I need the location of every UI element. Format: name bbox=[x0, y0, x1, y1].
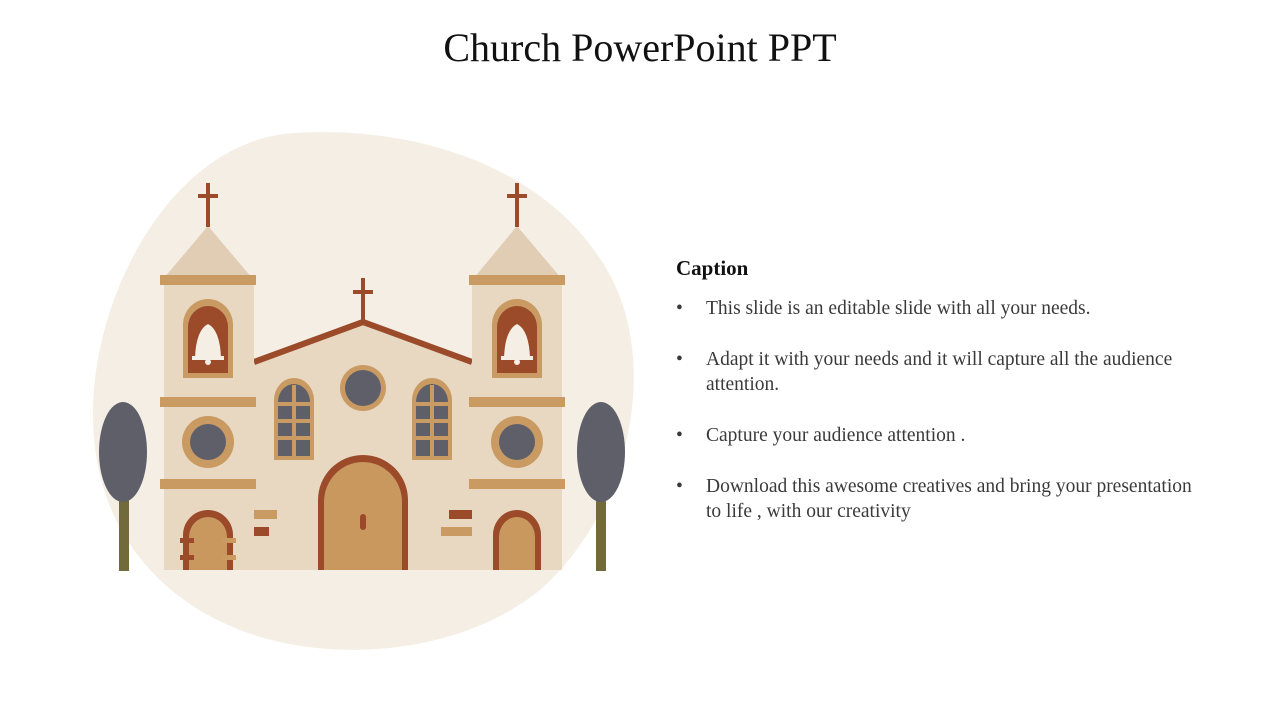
bullet-icon: • bbox=[676, 476, 683, 497]
tree-right bbox=[577, 402, 625, 571]
caption-heading: Caption bbox=[676, 256, 749, 280]
list-item bbox=[676, 347, 1196, 397]
slide-title: Church PowerPoint PPT bbox=[443, 25, 837, 70]
list-item bbox=[676, 423, 1196, 448]
bullet-text: Download this awesome creatives and bring your presentation to life , with our creativity bbox=[706, 476, 1192, 522]
bullet-text: Capture your audience attention . bbox=[706, 425, 966, 446]
bullet-icon: • bbox=[676, 425, 683, 446]
bullet-icon: • bbox=[676, 349, 683, 370]
caption-block bbox=[676, 254, 1196, 550]
bullet-text: This slide is an editable slide with all your needs. bbox=[706, 298, 1091, 319]
bullet-text: Adapt it with your needs and it will capture all the audience attention. bbox=[706, 349, 1173, 395]
list-item bbox=[676, 474, 1196, 524]
caption-bullet-list bbox=[676, 296, 1196, 524]
bullet-icon: • bbox=[676, 298, 683, 319]
list-item bbox=[676, 296, 1196, 321]
